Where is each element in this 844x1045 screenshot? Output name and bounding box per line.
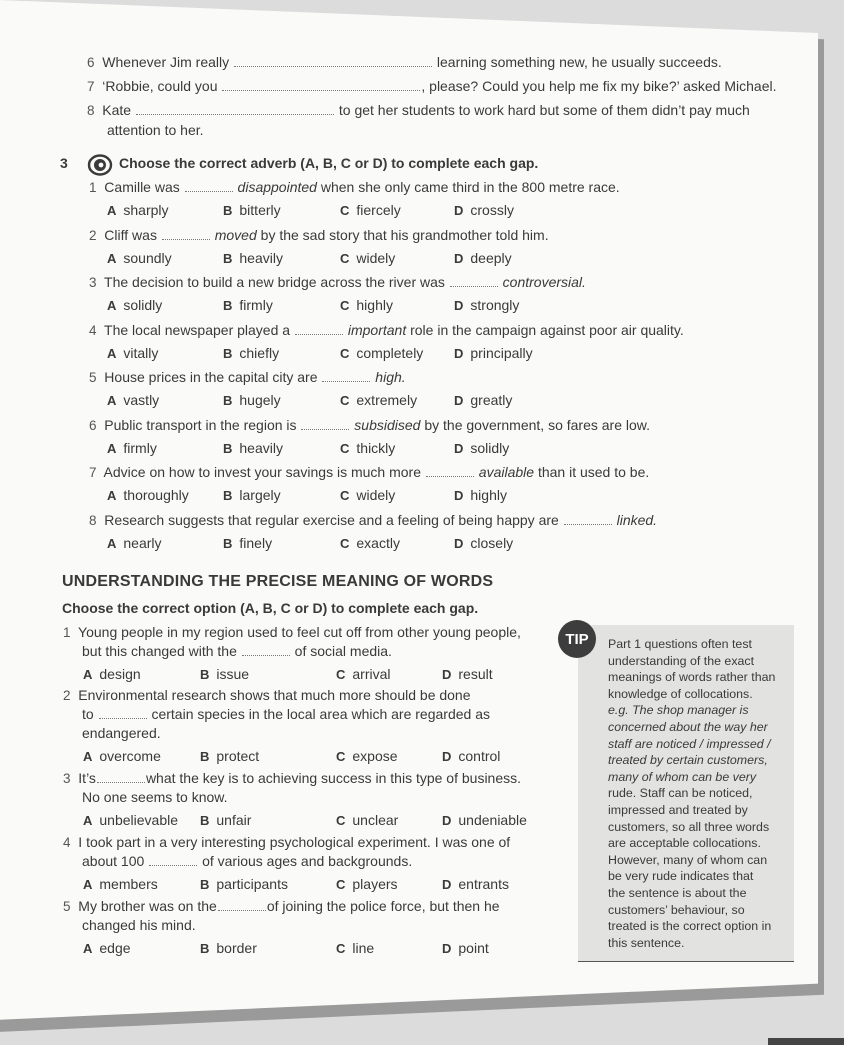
question-text: of joining the police force, but then he (266, 898, 500, 914)
option-text: strongly (470, 297, 520, 313)
question-text: of social media. (294, 643, 392, 659)
option-c[interactable] (340, 440, 395, 456)
option-b[interactable] (223, 535, 272, 551)
option-letter: D (442, 813, 452, 828)
question-text: Camille was (104, 179, 180, 195)
p2-item-7 (87, 77, 776, 96)
question-number: 6 (89, 417, 97, 433)
item-text: to get her students to work hard but some of them didn’t pay much (338, 102, 750, 118)
item-text: Whenever Jim really (102, 54, 230, 70)
option-text: hugely (239, 392, 281, 408)
question-text: by the sad story that his grandmother told him. (260, 226, 549, 243)
section-title: UNDERSTANDING THE PRECISE MEANING OF WORDS (62, 573, 494, 590)
option-letter: B (223, 345, 233, 361)
option-letter: C (340, 203, 350, 218)
question-text: My brother was on the (78, 898, 217, 914)
option-letter: D (454, 250, 464, 266)
question-2 (89, 226, 549, 245)
question-keyword: high. (375, 369, 406, 385)
option-letter: B (200, 749, 210, 764)
option-text: issue (216, 666, 250, 682)
option-text: crossly (470, 202, 514, 218)
question-number: 3 (63, 771, 71, 786)
option-letter: B (223, 535, 233, 551)
exercise-instruction: Choose the correct adverb (A, B, C or D) to complete each gap. (119, 155, 539, 171)
tip-line: Part 1 questions often test (608, 637, 752, 651)
option-letter: C (340, 345, 350, 361)
option-text: bitterly (239, 202, 281, 218)
tip-line: treated by certain customers, (608, 753, 768, 768)
option-d[interactable] (454, 297, 519, 313)
option-letter: D (454, 535, 464, 551)
option-letter: B (223, 250, 233, 266)
option-c[interactable] (336, 666, 391, 682)
option-text: firmly (239, 297, 273, 313)
option-letter: B (200, 877, 210, 892)
answer-gap[interactable] (295, 333, 343, 335)
answer-gap[interactable] (242, 654, 290, 656)
answer-gap[interactable] (301, 428, 349, 430)
option-text: sharply (123, 202, 169, 218)
option-text: nearly (123, 534, 162, 551)
question-line (82, 705, 490, 723)
option-text: unbelievable (99, 812, 179, 828)
question-line (82, 916, 196, 934)
option-c[interactable] (340, 487, 395, 503)
p2-item-8 (87, 101, 750, 120)
option-text: highly (470, 487, 507, 503)
question-text: but this changed with the (82, 643, 237, 659)
answer-gap[interactable] (99, 717, 147, 719)
headset-target-icon (87, 154, 113, 176)
question-4 (63, 833, 510, 852)
option-c[interactable] (340, 202, 401, 218)
question-line (82, 642, 392, 660)
option-a[interactable] (83, 876, 158, 892)
question-3 (63, 769, 521, 788)
option-text: vitally (123, 344, 159, 361)
answer-gap[interactable] (162, 238, 210, 240)
question-line (82, 788, 228, 806)
option-text: finely (239, 534, 273, 551)
option-c[interactable] (336, 748, 398, 764)
question-text: what the key is to achieving success in this type of business. (145, 770, 522, 786)
option-a[interactable] (107, 297, 162, 313)
option-a[interactable] (107, 535, 162, 551)
question-keyword: available (478, 464, 535, 480)
option-b[interactable] (223, 250, 283, 266)
option-text: soundly (123, 249, 172, 266)
question-1 (89, 178, 620, 197)
option-text: border (216, 940, 257, 956)
option-letter: B (223, 298, 233, 313)
item-text: Kate (102, 102, 132, 118)
exercise-number: 3 (60, 155, 68, 171)
answer-gap[interactable] (97, 781, 145, 783)
option-text: heavily (239, 439, 283, 456)
option-letter: D (454, 345, 464, 361)
item-number: 7 (87, 79, 95, 94)
question-text: The local newspaper played a (104, 321, 291, 338)
question-keyword: linked. (616, 511, 658, 528)
question-5 (63, 897, 500, 916)
option-letter: A (107, 250, 117, 266)
question-text: role in the campaign against poor air quality. (410, 321, 684, 338)
answer-gap[interactable] (322, 380, 370, 382)
option-text: solidly (123, 297, 163, 313)
option-text: widely (356, 487, 396, 503)
option-text: result (458, 666, 493, 682)
item-text-continued: attention to her. (107, 122, 204, 138)
option-a[interactable] (83, 812, 178, 828)
option-c[interactable] (336, 940, 374, 956)
option-text: edge (99, 940, 131, 956)
tip-line: meanings of words rather than (608, 670, 776, 685)
option-c[interactable] (336, 876, 398, 892)
option-letter: D (454, 440, 464, 456)
option-a[interactable] (83, 666, 141, 682)
option-letter: A (107, 535, 117, 551)
tip-line: understanding of the exact (608, 653, 755, 668)
option-text: vastly (123, 392, 160, 408)
option-letter: C (340, 298, 350, 313)
question-text: than it used to be. (537, 464, 650, 480)
option-letter: C (340, 440, 350, 456)
option-letter: C (336, 877, 346, 892)
question-text: House prices in the capital city are (104, 369, 318, 385)
option-letter: D (442, 667, 452, 682)
item-number: 8 (87, 103, 95, 118)
option-text: largely (239, 487, 281, 503)
option-text: arrival (352, 666, 391, 682)
question-number: 1 (63, 625, 71, 640)
option-d[interactable] (442, 812, 527, 828)
question-number: 3 (89, 275, 97, 290)
option-letter: B (200, 813, 210, 828)
question-text: of various ages and backgrounds. (202, 853, 413, 869)
option-d[interactable] (454, 250, 512, 266)
option-letter: D (454, 298, 464, 313)
option-text: thickly (356, 439, 396, 456)
p2-item-6 (87, 53, 722, 72)
option-d[interactable] (454, 440, 509, 456)
option-letter: C (336, 813, 346, 828)
option-a[interactable] (107, 202, 169, 218)
option-text: closely (470, 534, 514, 551)
option-b[interactable] (200, 666, 249, 682)
question-text: Public transport in the region is (104, 416, 297, 433)
option-letter: B (223, 488, 233, 503)
item-text: , please? Could you help me fix my bike?’ asked Michael. (421, 78, 777, 94)
question-text: certain species in the local area which are regarded as (151, 706, 490, 722)
option-b[interactable] (223, 202, 281, 218)
question-number: 2 (89, 227, 97, 243)
tip-badge: TIP (558, 620, 596, 658)
question-text: Environmental research shows that much more should be done (78, 687, 471, 703)
option-letter: D (454, 488, 464, 503)
question-keyword: disappointed (237, 179, 317, 195)
option-letter: D (442, 749, 452, 764)
option-b[interactable] (200, 876, 288, 892)
answer-gap[interactable] (234, 65, 432, 67)
tip-line: e.g. The shop manager is (608, 703, 749, 718)
option-letter: D (454, 203, 464, 218)
option-text: line (352, 940, 375, 956)
option-text: completely (356, 344, 424, 361)
option-letter: A (107, 298, 117, 313)
question-text: No one seems to know. (82, 789, 228, 805)
tip-line: treated is the correct option in (608, 919, 772, 934)
option-d[interactable] (454, 487, 507, 503)
answer-gap[interactable] (222, 89, 420, 91)
option-text: overcome (99, 748, 161, 764)
tip-line: concerned about the way her (608, 720, 768, 734)
option-d[interactable] (442, 876, 509, 892)
question-5 (89, 368, 406, 387)
option-letter: B (200, 941, 210, 956)
question-text: Cliff was (104, 226, 157, 243)
item-number: 6 (87, 55, 95, 70)
option-c[interactable] (340, 345, 423, 361)
question-number: 8 (89, 512, 97, 528)
option-c[interactable] (336, 812, 398, 828)
option-text: undeniable (458, 812, 527, 828)
option-letter: A (107, 440, 117, 456)
option-text: heavily (239, 249, 283, 266)
option-c[interactable] (340, 297, 393, 313)
answer-gap[interactable] (149, 864, 197, 866)
tip-line: customers’ behaviour, so (608, 902, 745, 917)
question-keyword: moved (214, 226, 257, 243)
option-letter: C (340, 488, 350, 503)
option-b[interactable] (200, 940, 257, 956)
option-letter: B (223, 393, 233, 408)
option-text: solidly (470, 439, 510, 456)
tip-line: many of whom can be very (608, 769, 757, 784)
option-c[interactable] (340, 250, 395, 266)
question-text: when she only came third in the 800 metre race. (320, 179, 620, 195)
section-instruction: Choose the correct option (A, B, C or D) to complete each gap. (62, 600, 479, 616)
option-letter: A (83, 749, 93, 764)
option-text: design (99, 666, 141, 682)
tip-line: knowledge of collocations. (608, 686, 753, 701)
option-text: control (458, 748, 501, 764)
question-number: 5 (89, 370, 97, 385)
option-letter: A (107, 345, 117, 361)
option-c[interactable] (340, 392, 417, 408)
question-number: 4 (63, 835, 71, 850)
option-d[interactable] (454, 202, 514, 218)
option-a[interactable] (83, 748, 161, 764)
question-line (82, 852, 412, 870)
tip-line: are acceptable collocations. (608, 836, 761, 851)
option-text: extremely (356, 392, 418, 408)
option-b[interactable] (223, 345, 279, 361)
tip-line: the sentence is about the (608, 886, 747, 900)
item-text: learning something new, he usually succeeds. (436, 54, 722, 70)
question-number: 1 (89, 180, 97, 195)
question-number: 7 (89, 465, 97, 480)
question-text: by the government, so fares are low. (424, 416, 651, 433)
option-d[interactable] (454, 392, 512, 408)
question-text: Advice on how to invest your savings is much more (103, 464, 422, 480)
question-text: Research suggests that regular exercise and a feeling of being happy are (104, 511, 559, 528)
answer-gap[interactable] (136, 113, 334, 115)
option-text: protect (216, 748, 260, 764)
question-6 (89, 416, 650, 435)
option-letter: A (83, 813, 93, 828)
option-text: members (99, 876, 158, 892)
question-3 (89, 273, 586, 292)
option-letter: C (336, 749, 346, 764)
option-letter: C (340, 393, 350, 408)
option-letter: D (442, 941, 452, 956)
item-text: ‘Robbie, could you (102, 78, 218, 94)
option-text: widely (356, 249, 396, 266)
question-keyword: subsidised (354, 416, 421, 433)
option-letter: C (340, 535, 350, 551)
option-letter: A (83, 877, 93, 892)
option-a[interactable] (107, 487, 189, 503)
question-8 (89, 511, 657, 530)
option-d[interactable] (454, 345, 533, 361)
option-text: exactly (356, 534, 400, 551)
tip-line: be very rude indicates that (608, 869, 754, 884)
question-text: It’s (78, 770, 96, 786)
question-text: to (82, 706, 94, 722)
question-text: Young people in my region used to feel cut off from other young people, (78, 624, 521, 640)
option-d[interactable] (442, 940, 489, 956)
answer-gap[interactable] (564, 523, 612, 525)
option-b[interactable] (200, 812, 251, 828)
option-text: principally (470, 344, 533, 361)
option-text: chiefly (239, 344, 280, 361)
option-letter: C (340, 250, 350, 266)
answer-gap[interactable] (426, 475, 474, 477)
option-text: unfair (216, 812, 252, 828)
question-keyword: important (347, 321, 407, 338)
question-text: I took part in a very interesting psychological experiment. I was one of (78, 834, 511, 850)
option-text: participants (216, 876, 288, 892)
tip-line: However, many of whom can (608, 852, 768, 867)
option-text: firmly (123, 439, 157, 456)
option-a[interactable] (107, 440, 157, 456)
option-b[interactable] (223, 487, 281, 503)
option-a[interactable] (83, 940, 131, 956)
question-text: The decision to build a new bridge across the river was (104, 274, 445, 290)
option-b[interactable] (223, 297, 273, 313)
option-text: unclear (352, 812, 399, 828)
option-b[interactable] (223, 392, 281, 408)
tip-line: customers, so all three words (608, 819, 770, 834)
option-letter: B (223, 203, 233, 218)
option-a[interactable] (107, 250, 172, 266)
option-letter: D (442, 877, 452, 892)
question-line (82, 724, 161, 742)
question-text: about 100 (82, 853, 145, 869)
option-text: expose (352, 748, 398, 764)
option-letter: A (107, 393, 117, 408)
option-b[interactable] (223, 440, 283, 456)
option-text: fiercely (356, 202, 401, 218)
answer-gap[interactable] (185, 190, 233, 192)
option-letter: A (83, 941, 93, 956)
option-text: highly (356, 297, 393, 313)
footer-bar (768, 1038, 844, 1045)
option-text: thoroughly (123, 487, 189, 503)
option-d[interactable] (442, 666, 493, 682)
option-a[interactable] (107, 345, 158, 361)
option-letter: A (107, 488, 117, 503)
answer-gap[interactable] (450, 285, 498, 287)
tip-line: staff are noticed / impressed / (608, 736, 771, 751)
option-c[interactable] (340, 535, 400, 551)
option-letter: C (336, 667, 346, 682)
option-d[interactable] (454, 535, 513, 551)
question-7 (89, 463, 649, 482)
question-number: 2 (63, 688, 71, 703)
option-d[interactable] (442, 748, 500, 764)
option-letter: A (107, 203, 117, 218)
option-b[interactable] (200, 748, 259, 764)
question-4 (89, 321, 684, 340)
question-2 (63, 686, 471, 705)
option-a[interactable] (107, 392, 159, 408)
question-text: changed his mind. (82, 917, 196, 933)
option-letter: A (83, 667, 93, 682)
question-number: 5 (63, 899, 71, 914)
option-letter: B (223, 440, 233, 456)
option-text: point (458, 940, 489, 956)
answer-gap[interactable] (218, 909, 266, 911)
option-text: entrants (458, 876, 509, 892)
option-letter: C (336, 941, 346, 956)
question-keyword: controversial. (502, 274, 586, 290)
tip-line: impressed and treated by (608, 803, 748, 817)
option-letter: B (200, 667, 210, 682)
tip-line: rude. Staff can be noticed, (608, 786, 753, 801)
tip-line: this sentence. (608, 935, 685, 950)
option-text: greatly (470, 392, 513, 408)
option-letter: D (454, 393, 464, 408)
question-1 (63, 623, 521, 642)
question-text: endangered. (82, 725, 161, 741)
option-text: players (352, 876, 398, 892)
option-text: deeply (470, 249, 512, 266)
question-number: 4 (89, 322, 97, 338)
